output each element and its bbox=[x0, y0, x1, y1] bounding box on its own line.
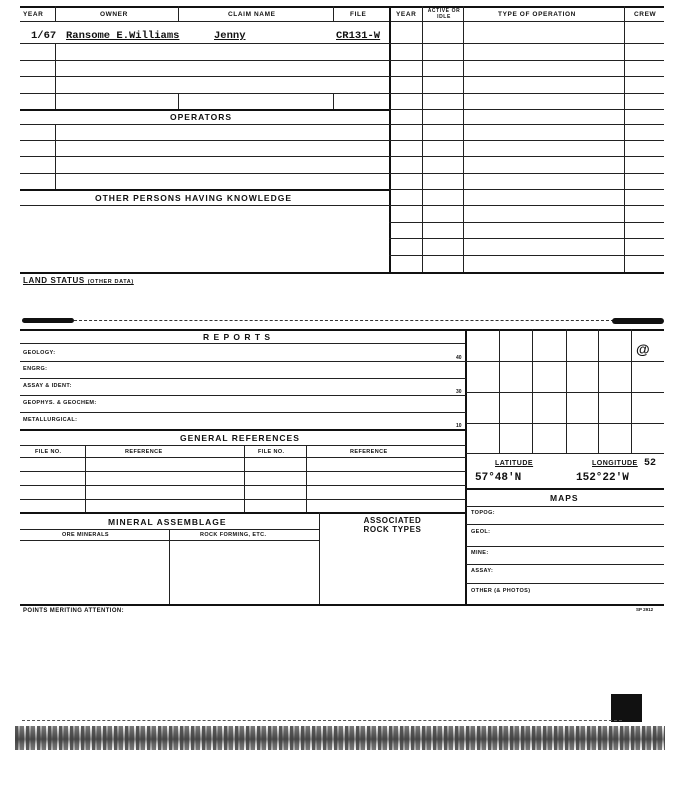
latitude-label: LATITUDE bbox=[495, 460, 534, 467]
entry-year: 1/67 bbox=[31, 30, 57, 42]
header-owner: OWNER bbox=[100, 11, 128, 18]
ref-header-reference-1: REFERENCE bbox=[125, 449, 163, 455]
ref-header-file-no-1: FILE NO. bbox=[35, 449, 62, 455]
reports-geophys: GEOPHYS. & GEOCHEM: bbox=[23, 400, 97, 406]
maps-topog: TOPOG: bbox=[471, 510, 495, 516]
rock-forming-header: ROCK FORMING, ETC. bbox=[200, 532, 267, 538]
other-persons-title: OTHER PERSONS HAVING KNOWLEDGE bbox=[95, 193, 293, 203]
header-year: YEAR bbox=[23, 11, 44, 18]
mineral-assemblage-title: MINERAL ASSEMBLAGE bbox=[108, 517, 227, 527]
longitude-extra: 52 bbox=[644, 458, 657, 469]
points-meriting-attention: POINTS MERITING ATTENTION: bbox=[23, 608, 125, 614]
land-status-sub: (OTHER DATA) bbox=[87, 279, 134, 285]
reports-metallurgical: METALLURGICAL: bbox=[23, 417, 78, 423]
reports-metallurgical-num: 10 bbox=[456, 423, 462, 429]
location-marker: @ bbox=[636, 341, 650, 357]
longitude-label: LONGITUDE bbox=[592, 460, 638, 467]
scan-artifact-line bbox=[22, 720, 622, 721]
header-type-of-operation: TYPE OF OPERATION bbox=[498, 11, 576, 18]
maps-assay: ASSAY: bbox=[471, 568, 494, 574]
maps-mine: MINE: bbox=[471, 550, 489, 556]
general-references-title: GENERAL REFERENCES bbox=[180, 433, 300, 443]
header-claim-name: CLAIM NAME bbox=[228, 11, 276, 18]
associated-rock-types-line2: ROCK TYPES bbox=[363, 525, 422, 534]
entry-claim-name: Jenny bbox=[214, 30, 246, 42]
entry-file: CR131-W bbox=[336, 30, 381, 42]
maps-other: OTHER (& PHOTOS) bbox=[471, 588, 531, 594]
header-year-2: YEAR bbox=[396, 11, 417, 18]
ref-header-file-no-2: FILE NO. bbox=[258, 449, 285, 455]
scan-artifact-square bbox=[611, 694, 642, 722]
form-code: SP 2912 bbox=[636, 607, 654, 612]
entry-owner: Ransome E.Williams bbox=[66, 30, 180, 42]
reports-assay-num: 30 bbox=[456, 389, 462, 395]
scan-artifact-band bbox=[15, 726, 665, 750]
header-file: FILE bbox=[350, 11, 367, 18]
reports-geology: GEOLOGY: bbox=[23, 350, 56, 356]
operators-title: OPERATORS bbox=[170, 112, 233, 122]
land-status-label: LAND STATUS bbox=[23, 276, 85, 285]
associated-rock-types-line1: ASSOCIATED bbox=[363, 516, 422, 525]
ore-minerals-header: ORE MINERALS bbox=[62, 532, 109, 538]
maps-title: MAPS bbox=[550, 493, 579, 503]
reports-assay: ASSAY & IDENT: bbox=[23, 383, 72, 389]
longitude-value: 152°22'W bbox=[576, 472, 629, 484]
header-active-or-idle: ACTIVE OR IDLE bbox=[427, 8, 461, 20]
header-crew: CREW bbox=[634, 11, 657, 18]
latitude-value: 57°48'N bbox=[475, 472, 522, 484]
maps-geol: GEOL: bbox=[471, 529, 491, 535]
ref-header-reference-2: REFERENCE bbox=[350, 449, 388, 455]
reports-title: R E P O R T S bbox=[203, 332, 272, 342]
reports-engrg: ENGRG: bbox=[23, 366, 48, 372]
reports-geology-num: 40 bbox=[456, 355, 462, 361]
